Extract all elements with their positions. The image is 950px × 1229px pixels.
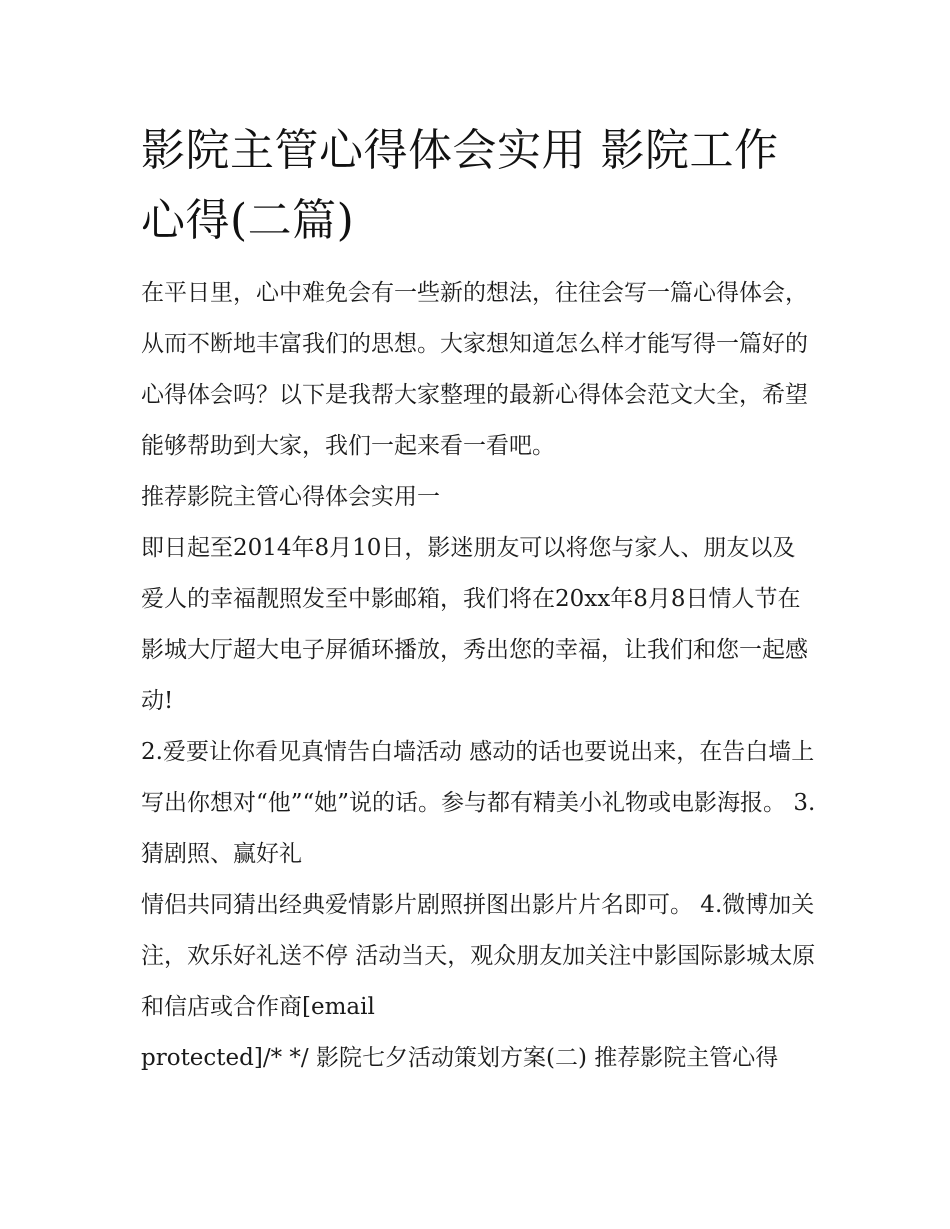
body-paragraph: 即日起至2014年8月10日，影迷朋友可以将您与家人、朋友以及爱人的幸福靓照发至中影邮箱，我们将在20xx年8月8日情人节在影城大厅超大电子屏循环播放，秀出您的幸福，让我们和您一起感动!	[141, 535, 808, 714]
document-body	[141, 116, 816, 1084]
document-title: 影院主管心得体会实用 影院工作心得(二篇)	[141, 125, 779, 246]
body-paragraph: 情侣共同猜出经典爱情影片剧照拼图出影片片名即可。 4.微博加关注，欢乐好礼送不停 活动当天，观众朋友加关注中影国际影城太原和信店或合作商[email	[141, 892, 816, 1020]
body-paragraph: 2.爱要让你看见真情告白墙活动 感动的话也要说出来，在告白墙上写出你想对“他”“她”说的话。参与都有精美小礼物或电影海报。 3.猜剧照、赢好礼	[141, 739, 816, 867]
body-paragraph: protected]/* */ 影院七夕活动策划方案(二) 推荐影院主管心得	[141, 1045, 779, 1071]
intro-paragraph: 在平日里，心中难免会有一些新的想法，往往会写一篇心得体会，从而不断地丰富我们的思想。大家想知道怎么样才能写得一篇好的心得体会吗？以下是我帮大家整理的最新心得体会范文大全，希望能够帮助到大家，我们一起来看一看吧。	[141, 280, 808, 459]
section-heading: 推荐影院主管心得体会实用一	[141, 484, 440, 510]
